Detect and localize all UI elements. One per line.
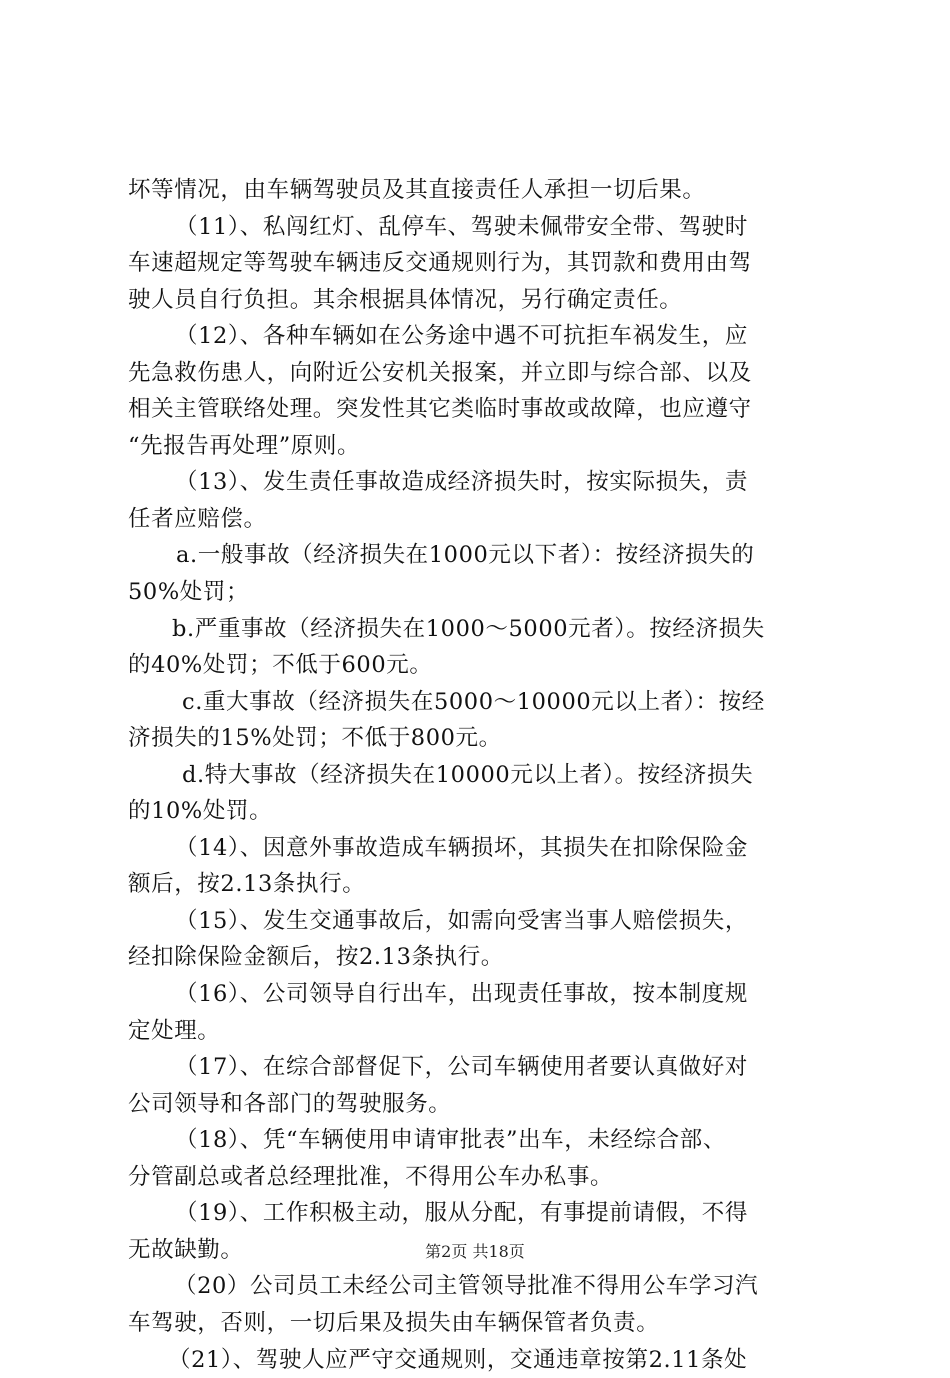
paragraph-13-start: （13）、发生责任事故造成经济损失时，按实际损失，责 — [128, 464, 833, 501]
paragraph-11-start: （11）、私闯红灯、乱停车、驾驶未佩带安全带、驾驶时 — [128, 209, 833, 246]
text-line: 驶人员自行负担。其余根据具体情况，另行确定责任。 — [128, 282, 833, 319]
text-line: 50%处罚； — [128, 574, 833, 611]
text-line: 相关主管联络处理。突发性其它类临时事故或故障，也应遵守 — [128, 391, 833, 428]
text-line: 的40%处罚；不低于600元。 — [128, 647, 833, 684]
item-b-start: b.严重事故（经济损失在1000～5000元者）。按经济损失 — [128, 611, 833, 648]
paragraph-15-start: （15）、发生交通事故后，如需向受害当事人赔偿损失， — [128, 903, 833, 940]
paragraph-17-start: （17）、在综合部督促下，公司车辆使用者要认真做好对 — [128, 1049, 833, 1086]
text-line: 定处理。 — [128, 1013, 833, 1050]
paragraph-19-start: （19）、工作积极主动，服从分配，有事提前请假，不得 — [128, 1195, 833, 1232]
text-line: 分管副总或者总经理批准，不得用公车办私事。 — [128, 1159, 833, 1196]
text-line: 坏等情况，由车辆驾驶员及其直接责任人承担一切后果。 — [128, 172, 833, 209]
text-line: 济损失的15%处罚；不低于800元。 — [128, 720, 833, 757]
text-line: 无故缺勤。 — [128, 1232, 833, 1269]
paragraph-12-start: （12）、各种车辆如在公务途中遇不可抗拒车祸发生，应 — [128, 318, 833, 355]
text-line: “先报告再处理”原则。 — [128, 428, 833, 465]
text-line: 先急救伤患人，向附近公安机关报案，并立即与综合部、以及 — [128, 355, 833, 392]
text-line: 公司领导和各部门的驾驶服务。 — [128, 1086, 833, 1123]
text-line: 额后，按2.13条执行。 — [128, 866, 833, 903]
item-d-start: d.特大事故（经济损失在10000元以上者）。按经济损失 — [128, 757, 833, 794]
paragraph-14-start: （14）、因意外事故造成车辆损坏，其损失在扣除保险金 — [128, 830, 833, 867]
paragraph-18-start: （18）、凭“车辆使用申请审批表”出车，未经综合部、 — [128, 1122, 833, 1159]
page-number-footer: 第2页 共18页 — [0, 1240, 950, 1264]
item-c-start: c.重大事故（经济损失在5000～10000元以上者）：按经 — [128, 684, 833, 721]
text-line: 经扣除保险金额后，按2.13条执行。 — [128, 939, 833, 976]
item-a-start: a.一般事故（经济损失在1000元以下者）：按经济损失的 — [128, 537, 833, 574]
text-line: 车驾驶，否则，一切后果及损失由车辆保管者负责。 — [128, 1305, 833, 1342]
text-line: 任者应赔偿。 — [128, 501, 833, 538]
paragraph-20-start: （20）公司员工未经公司主管领导批准不得用公车学习汽 — [128, 1268, 833, 1305]
document-body — [128, 172, 833, 1378]
text-line: 车速超规定等驾驶车辆违反交通规则行为，其罚款和费用由驾 — [128, 245, 833, 282]
paragraph-16-start: （16）、公司领导自行出车，出现责任事故，按本制度规 — [128, 976, 833, 1013]
paragraph-21-start: （21）、驾驶人应严守交通规则，交通违章按第2.11条处 — [128, 1342, 833, 1378]
text-line: 的10%处罚。 — [128, 793, 833, 830]
